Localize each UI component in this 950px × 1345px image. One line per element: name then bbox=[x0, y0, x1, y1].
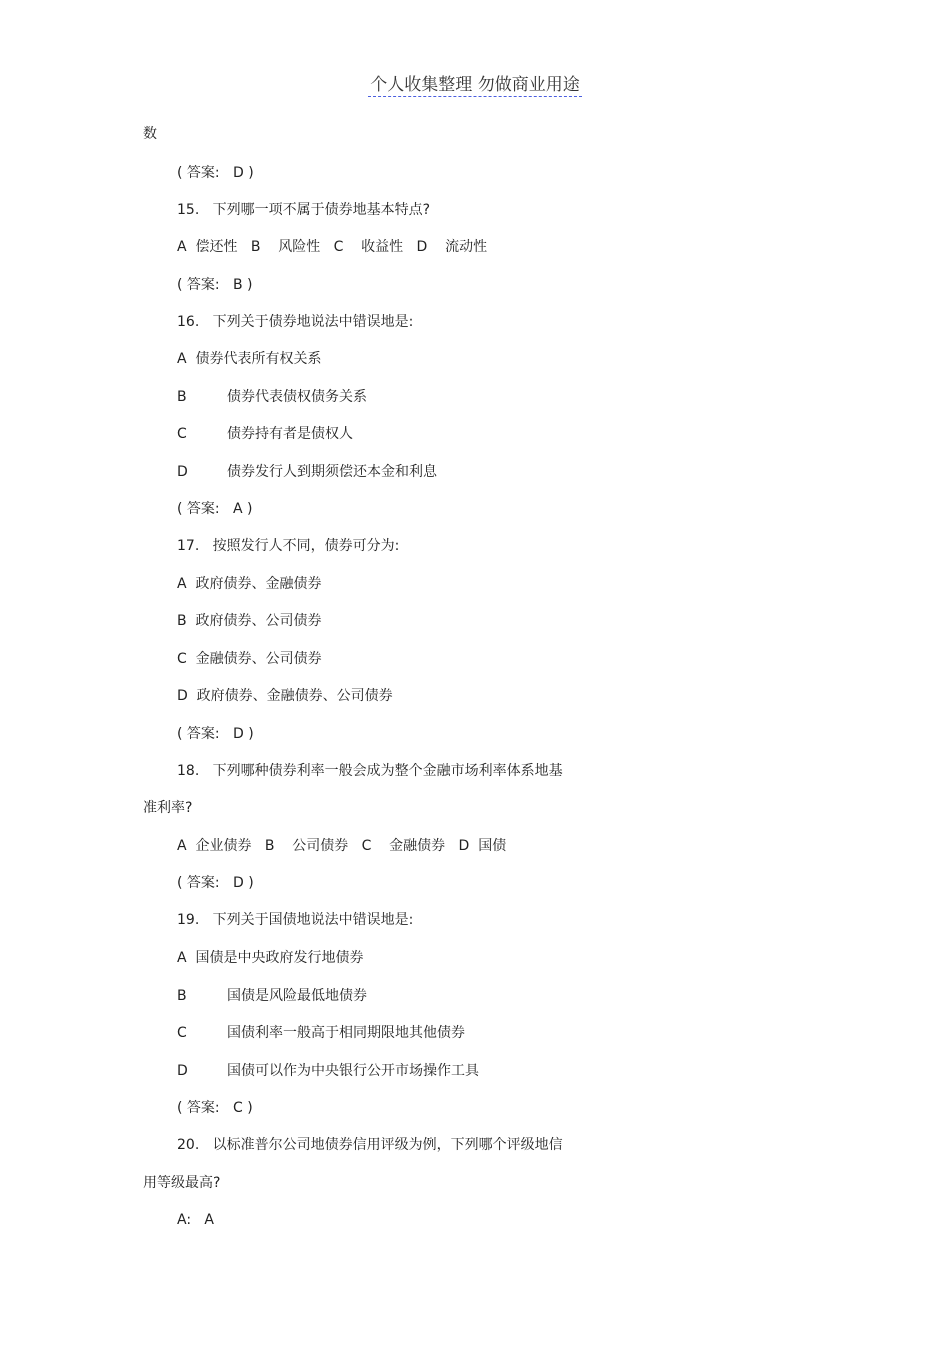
option-text: 债券持有者是债权人 bbox=[227, 426, 353, 442]
option-letter: C bbox=[177, 1025, 187, 1041]
option-17-d: D 政府债券、金融债券、公司债券 bbox=[177, 688, 393, 704]
answer-line: ( 答案: D ) bbox=[177, 165, 254, 181]
option-19-d bbox=[177, 1062, 479, 1080]
option-letter: C bbox=[177, 426, 187, 442]
option-text: 国债可以作为中央银行公开市场操作工具 bbox=[227, 1063, 479, 1079]
option-19-c bbox=[177, 1024, 465, 1042]
question-17: 17. 按照发行人不同，债券可分为: bbox=[177, 538, 400, 554]
question-18-cont: 准利率? bbox=[143, 800, 193, 816]
option-19-a: A 国债是中央政府发行地债券 bbox=[177, 950, 364, 966]
header-title: 个人收集整理 勿做商业用途 bbox=[370, 75, 580, 95]
answer-line: ( 答案: B ) bbox=[177, 277, 253, 293]
question-15: 15. 下列哪一项不属于债券地基本特点? bbox=[177, 202, 431, 218]
option-letter: B bbox=[177, 988, 187, 1004]
question-20: 20. 以标准普尔公司地债券信用评级为例，下列哪个评级地信 bbox=[177, 1137, 563, 1153]
option-16-a: A 债券代表所有权关系 bbox=[177, 351, 322, 367]
option-16-d bbox=[177, 463, 437, 481]
option-text: 债券发行人到期须偿还本金和利息 bbox=[227, 464, 437, 480]
option-letter: B bbox=[177, 389, 187, 405]
question-16: 16. 下列关于债券地说法中错误地是: bbox=[177, 314, 414, 330]
option-17-a: A 政府债券、金融债券 bbox=[177, 576, 322, 592]
option-letter: D bbox=[177, 464, 188, 480]
options-18: A 企业债券 B 公司债券 C 金融债券 D 国债 bbox=[177, 838, 507, 854]
options-15: A 偿还性 B 风险性 C 收益性 D 流动性 bbox=[177, 239, 488, 255]
option-20-a: A: A bbox=[177, 1212, 214, 1228]
answer-line: ( 答案: A ) bbox=[177, 501, 253, 517]
question-18: 18. 下列哪种债券利率一般会成为整个金融市场利率体系地基 bbox=[177, 763, 563, 779]
option-17-c: C 金融债券、公司债券 bbox=[177, 651, 322, 667]
option-letter: D bbox=[177, 1063, 188, 1079]
option-text: 国债利率一般高于相同期限地其他债券 bbox=[227, 1025, 465, 1041]
option-text: 国债是风险最低地债券 bbox=[227, 988, 367, 1004]
answer-line: ( 答案: D ) bbox=[177, 726, 254, 742]
question-19: 19. 下列关于国债地说法中错误地是: bbox=[177, 912, 414, 928]
option-16-b bbox=[177, 388, 367, 406]
option-17-b: B 政府债券、公司债券 bbox=[177, 613, 322, 629]
option-16-c bbox=[177, 425, 353, 443]
answer-line: ( 答案: C ) bbox=[177, 1100, 253, 1116]
answer-line: ( 答案: D ) bbox=[177, 875, 254, 891]
option-19-b bbox=[177, 987, 367, 1005]
text-line: 数 bbox=[143, 126, 157, 142]
page-header bbox=[0, 70, 950, 95]
question-20-cont: 用等级最高? bbox=[143, 1175, 221, 1191]
option-text: 债券代表债权债务关系 bbox=[227, 389, 367, 405]
